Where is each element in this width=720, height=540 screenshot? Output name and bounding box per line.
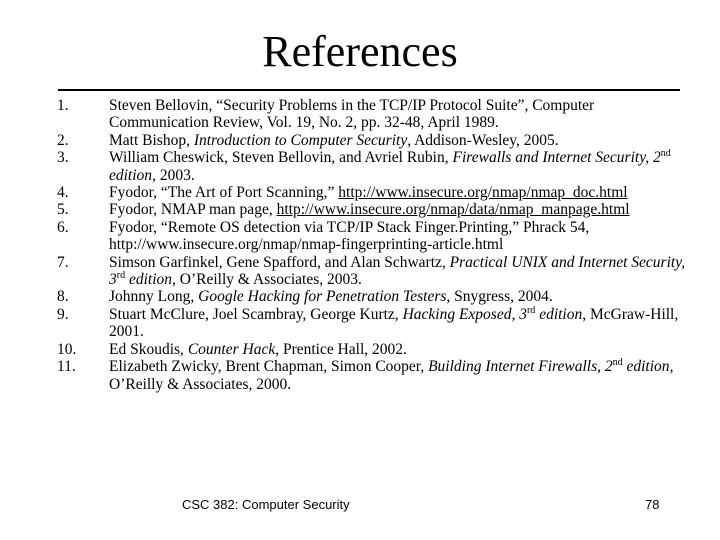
reference-item: [57, 254, 693, 289]
ordinal-suffix: rd: [526, 304, 536, 316]
reference-text: [109, 201, 693, 218]
reference-segment: Fyodor, “The Art of Port Scanning,”: [109, 184, 339, 202]
reference-number: 3.: [57, 149, 69, 167]
reference-number: 11.: [57, 358, 76, 376]
reference-segment: Matt Bishop,: [109, 131, 194, 149]
reference-number: 8.: [57, 288, 69, 306]
reference-item: [57, 201, 693, 218]
reference-title: edition: [109, 166, 153, 184]
reference-item: [57, 219, 693, 254]
reference-text: [109, 184, 693, 201]
reference-text: [109, 149, 693, 184]
reference-item: [57, 149, 693, 184]
reference-segment: Elizabeth Zwicky, Brent Chapman, Simon Cooper,: [109, 358, 429, 376]
reference-segment: , O’Reilly & Associates, 2003.: [172, 271, 362, 289]
reference-item: [57, 97, 693, 132]
reference-segment: , Snygress, 2004.: [446, 288, 553, 306]
reference-text: [109, 219, 693, 254]
reference-title: Introduction to Computer Security: [193, 131, 408, 149]
reference-number: 6.: [57, 218, 69, 236]
reference-text: [109, 97, 693, 132]
reference-text: [109, 306, 693, 341]
reference-title: Google Hacking for Penetration Testers: [198, 288, 447, 306]
reference-segment: , McGraw-Hill, 2001.: [109, 305, 679, 341]
reference-segment: Ed Skoudis,: [109, 340, 188, 358]
reference-item: [57, 306, 693, 341]
reference-title: Hacking Exposed, 3: [402, 305, 527, 323]
footer-course: CSC 382: Computer Security: [182, 497, 350, 512]
reference-segment: Fyodor, “Remote OS detection via TCP/IP Stack Finger.Printing,” Phrack 54,: [109, 218, 590, 236]
reference-link[interactable]: http://www.insecure.org/nmap/data/nmap_manpage.html: [276, 201, 630, 219]
reference-title: edition: [535, 305, 583, 323]
reference-segment: Fyodor, NMAP man page,: [109, 201, 277, 219]
reference-link[interactable]: http://www.insecure.org/nmap/nmap_doc.html: [338, 184, 628, 202]
reference-text: [109, 254, 693, 289]
reference-segment: , Addison-Wesley, 2005.: [407, 131, 559, 149]
reference-segment: , O’Reilly & Associates, 2000.: [109, 358, 674, 393]
reference-number: 7.: [57, 253, 69, 271]
reference-number: 1.: [57, 97, 69, 114]
reference-item: [57, 184, 693, 201]
ordinal-suffix: rd: [116, 269, 126, 281]
title-divider: [58, 89, 680, 91]
reference-item: [57, 358, 693, 393]
reference-number: 10.: [57, 340, 77, 358]
reference-number: 5.: [57, 201, 69, 219]
reference-segment: Johnny Long,: [109, 288, 199, 306]
reference-segment: Stuart McClure, Joel Scambray, George Kurtz,: [109, 305, 403, 323]
page-title: References: [262, 27, 458, 76]
reference-title: Firewalls and Internet Security, 2: [452, 149, 661, 167]
page-number: 78: [645, 497, 660, 512]
reference-list: [57, 97, 693, 393]
reference-item: [57, 288, 693, 305]
reference-number: 9.: [57, 305, 69, 323]
reference-segment: Steven Bellovin, “Security Problems in the TCP/IP Protocol Suite”, Computer Communication Review, Vol. 19, No. 2, pp. 32-48, April 1989.: [109, 97, 595, 132]
reference-title: Counter Hack: [187, 340, 276, 358]
reference-title: Building Internet Firewalls, 2: [428, 358, 613, 376]
reference-title: Practical UNIX and Internet Security, 3: [109, 253, 686, 289]
reference-number: 4.: [57, 184, 69, 202]
reference-segment: Simson Garfinkel, Gene Spafford, and Alan Schwartz,: [109, 253, 450, 271]
reference-title: edition: [125, 271, 173, 289]
reference-text: [109, 132, 693, 149]
reference-segment: , 2003.: [152, 166, 195, 184]
reference-url: http://www.insecure.org/nmap/nmap-fingerprinting-article.html: [109, 236, 504, 254]
reference-item: [57, 341, 693, 358]
reference-text: [109, 358, 693, 393]
reference-text: [109, 288, 693, 305]
ordinal-suffix: nd: [612, 356, 623, 368]
reference-segment: William Cheswick, Steven Bellovin, and Avriel Rubin,: [109, 149, 453, 167]
reference-title: edition: [622, 358, 670, 376]
reference-number: 2.: [57, 131, 69, 149]
reference-segment: , Prentice Hall, 2002.: [275, 340, 407, 358]
ordinal-suffix: nd: [660, 148, 671, 160]
reference-item: [57, 132, 693, 149]
reference-text: [109, 341, 693, 358]
